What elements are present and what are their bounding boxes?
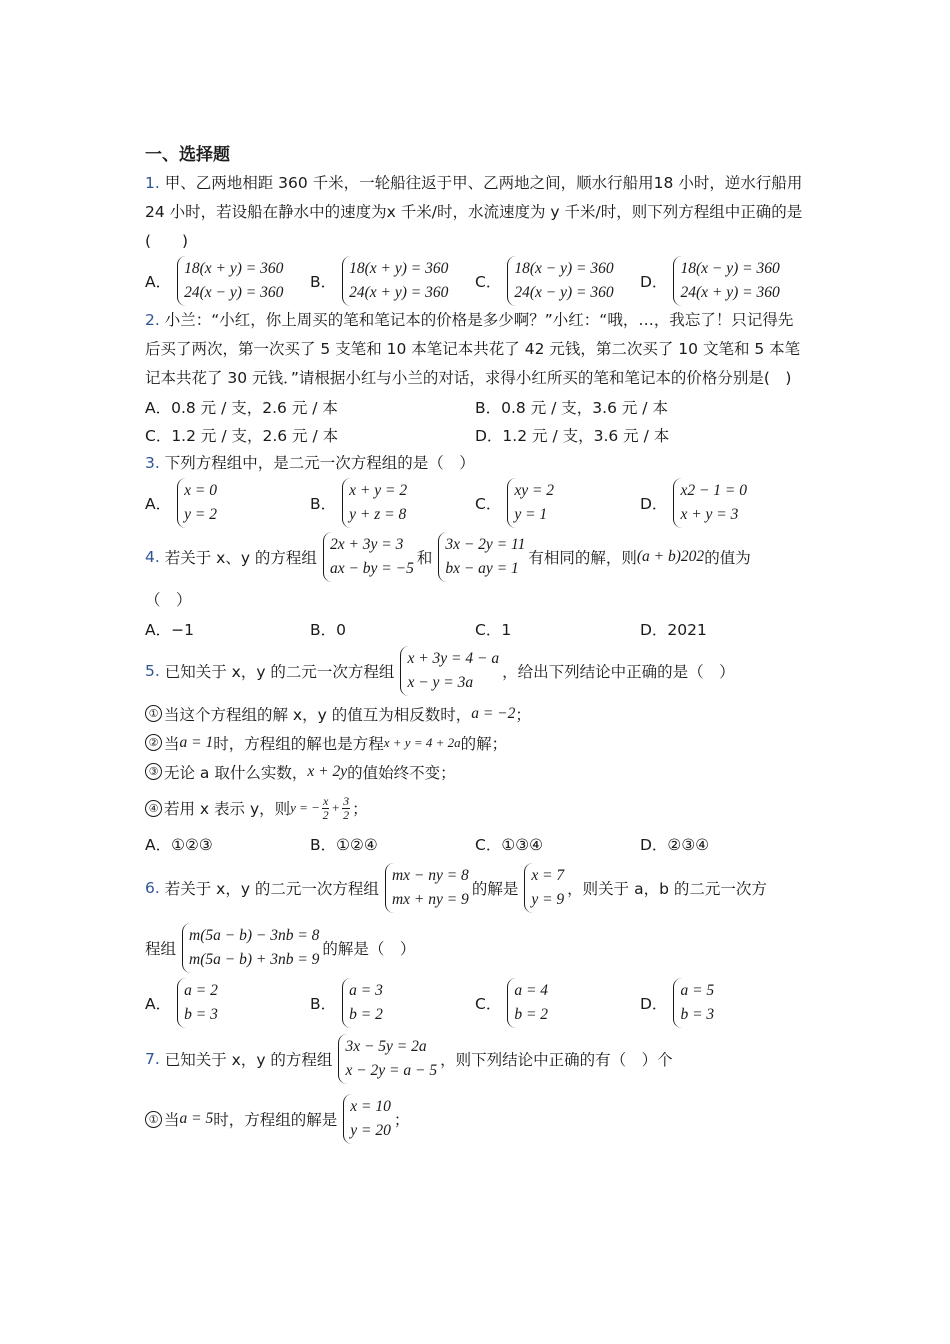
- option-d[interactable]: D．1.2 元 / 支，3.6 元 / 本: [475, 427, 670, 445]
- question-2-options-row1: [145, 393, 805, 421]
- option-d[interactable]: D．2021: [640, 621, 707, 639]
- question-text: 已知关于 x，y 的二元一次方程组: [164, 663, 395, 681]
- answer-paren: （ ）: [145, 591, 192, 609]
- equation-system: x2 − 1 = 0 x + y = 3: [673, 478, 747, 528]
- question-2-options-row2: [145, 421, 805, 449]
- option-a[interactable]: A．①②③: [145, 836, 213, 854]
- question-6-options: [145, 978, 805, 1028]
- question-number: 1.: [145, 174, 160, 192]
- option-b[interactable]: B． x + y = 2 y + z = 8: [310, 478, 475, 528]
- circled-number: ①: [145, 705, 162, 722]
- option-d[interactable]: D． 18(x − y) = 360 24(x + y) = 360: [640, 256, 805, 306]
- option-b[interactable]: B． 18(x + y) = 360 24(x + y) = 360: [310, 256, 475, 306]
- question-text: 甲、乙两地相距 360 千米，一轮船往返于甲、乙两地之间，顺水行船用18 小时，逆水行船用 24 小时，若设船在静水中的速度为x 千米/时，水流速度为 y 千米/时，则下列方程组中正确的是( ): [145, 174, 803, 250]
- option-c[interactable]: C． 18(x − y) = 360 24(x − y) = 360: [475, 256, 640, 306]
- question-text: 若关于 x、y 的方程组: [164, 549, 317, 567]
- conclusion-1: ① 当 a = 5 时，方程组的解是 x = 10 y = 20 ；: [145, 1090, 805, 1148]
- equation-system: mx − ny = 8 mx + ny = 9: [385, 863, 469, 913]
- equation-system: 3x − 5y = 2a x − 2y = a − 5: [338, 1034, 437, 1084]
- equation-system: a = 2 b = 3: [177, 978, 218, 1028]
- question-1: [145, 169, 805, 256]
- power-expression: (a + b)202: [636, 548, 705, 565]
- circled-number: ④: [145, 800, 162, 817]
- option-d[interactable]: D． a = 5 b = 3: [640, 978, 805, 1028]
- option-a[interactable]: A．−1: [145, 621, 194, 639]
- circled-number: ③: [145, 763, 162, 780]
- option-b[interactable]: B．①②④: [310, 836, 378, 854]
- option-c[interactable]: C． xy = 2 y = 1: [475, 478, 640, 528]
- solution-system: x = 10 y = 20: [343, 1094, 391, 1144]
- option-d[interactable]: D．②③④: [640, 836, 710, 854]
- option-b[interactable]: B．0: [310, 621, 346, 639]
- equation-system: x + y = 2 y + z = 8: [342, 478, 407, 528]
- equation-system: a = 5 b = 3: [673, 978, 714, 1028]
- question-number: 2.: [145, 311, 160, 329]
- question-text: 若关于 x，y 的二元一次方程组: [164, 880, 379, 898]
- question-6-cont: 程组 m(5a − b) − 3nb = 8 m(5a − b) + 3nb = 9 的解是（ ）: [145, 918, 805, 978]
- circled-number: ②: [145, 734, 162, 751]
- question-number: 6.: [145, 879, 160, 897]
- question-3-options: [145, 478, 805, 528]
- conclusion-4: ④ 若用 x 表示 y，则 y = − $\frac{x}{2}$ + $\frac{3}{2}$ ；: [145, 786, 805, 830]
- equation-system: 18(x + y) = 360 24(x − y) = 360: [177, 256, 283, 306]
- section-title: 一、选择题: [145, 145, 230, 165]
- question-5-options: [145, 830, 805, 858]
- question-number: 5.: [145, 662, 160, 680]
- question-7: 7. 已知关于 x，y 的方程组 3x − 5y = 2a x − 2y = a − 5 ，则下列结论中正确的有（ ）个: [145, 1028, 805, 1090]
- equation-system: x = 0 y = 2: [177, 478, 217, 528]
- worksheet-page: [145, 140, 805, 1148]
- question-2: [145, 306, 805, 393]
- question-number: 3.: [145, 454, 160, 472]
- question-text: 下列方程组中，是二元一次方程组的是（ ）: [164, 454, 475, 472]
- option-b[interactable]: B． a = 3 b = 2: [310, 978, 475, 1028]
- equation-system: 18(x − y) = 360 24(x − y) = 360: [507, 256, 613, 306]
- question-4-options: [145, 615, 805, 643]
- circled-number: ①: [145, 1111, 162, 1128]
- equation-system: 3x − 2y = 11 bx − ay = 1: [438, 532, 525, 582]
- equation-system: a = 4 b = 2: [507, 978, 548, 1028]
- question-4: 4. 若关于 x、y 的方程组 2x + 3y = 3 ax − by = −5 和 3x − 2y = 11 bx − ay = 1 有相同的解，则 (a + b)202 的值为: [145, 528, 805, 586]
- question-6: 6. 若关于 x，y 的二元一次方程组 mx − ny = 8 mx + ny = 9 的解是 x = 7 y = 9 ，则关于 a，b 的二元一次方: [145, 858, 805, 918]
- option-c[interactable]: C．①③④: [475, 836, 544, 854]
- equation-system: x + 3y = 4 − a x − y = 3a: [400, 646, 499, 696]
- option-c[interactable]: C．1: [475, 621, 512, 639]
- equation-system: m(5a − b) − 3nb = 8 m(5a − b) + 3nb = 9: [182, 923, 319, 973]
- equation-system: 18(x − y) = 360 24(x + y) = 360: [673, 256, 779, 306]
- option-a[interactable]: A． a = 2 b = 3: [145, 978, 310, 1028]
- question-text: 小兰：“小红，你上周买的笔和笔记本的价格是多少啊？”小红：“哦，…，我忘了！只记得先后买了两次，第一次买了 5 支笔和 10 本笔记本共花了 42 元钱，第二次买了 10 文笔和 5 本笔记本共花了 30 元钱．”请根据小红与小兰的对话，求得小红所买的笔和笔记本的价格分别是( ): [145, 311, 801, 387]
- question-number: 4.: [145, 548, 160, 566]
- equation-system: 2x + 3y = 3 ax − by = −5: [323, 532, 414, 582]
- equation-system: 18(x + y) = 360 24(x + y) = 360: [342, 256, 448, 306]
- option-a[interactable]: A．0.8 元 / 支，2.6 元 / 本: [145, 399, 338, 417]
- equation-system: xy = 2 y = 1: [507, 478, 554, 528]
- solution-system: x = 7 y = 9: [524, 863, 564, 913]
- option-c[interactable]: C．1.2 元 / 支，2.6 元 / 本: [145, 427, 339, 445]
- option-a[interactable]: A． x = 0 y = 2: [145, 478, 310, 528]
- option-b[interactable]: B．0.8 元 / 支，3.6 元 / 本: [475, 399, 668, 417]
- option-d[interactable]: D． x2 − 1 = 0 x + y = 3: [640, 478, 805, 528]
- conclusion-3: ③ 无论 a 取什么实数， x + 2y 的值始终不变；: [145, 757, 805, 786]
- option-c[interactable]: C． a = 4 b = 2: [475, 978, 640, 1028]
- question-3: [145, 449, 805, 478]
- question-1-options: [145, 256, 805, 306]
- conclusion-2: ② 当 a = 1 时，方程组的解也是方程 x + y = 4 + 2a 的解；: [145, 728, 805, 757]
- question-5: 5. 已知关于 x，y 的二元一次方程组 x + 3y = 4 − a x − y = 3a ，给出下列结论中正确的是（ ）: [145, 643, 805, 699]
- equation-system: a = 3 b = 2: [342, 978, 383, 1028]
- question-number: 7.: [145, 1050, 160, 1068]
- conclusion-1: ① 当这个方程组的解 x，y 的值互为相反数时， a = −2 ；: [145, 699, 805, 728]
- question-text: 已知关于 x，y 的方程组: [164, 1051, 333, 1069]
- option-a[interactable]: A． 18(x + y) = 360 24(x − y) = 360: [145, 256, 310, 306]
